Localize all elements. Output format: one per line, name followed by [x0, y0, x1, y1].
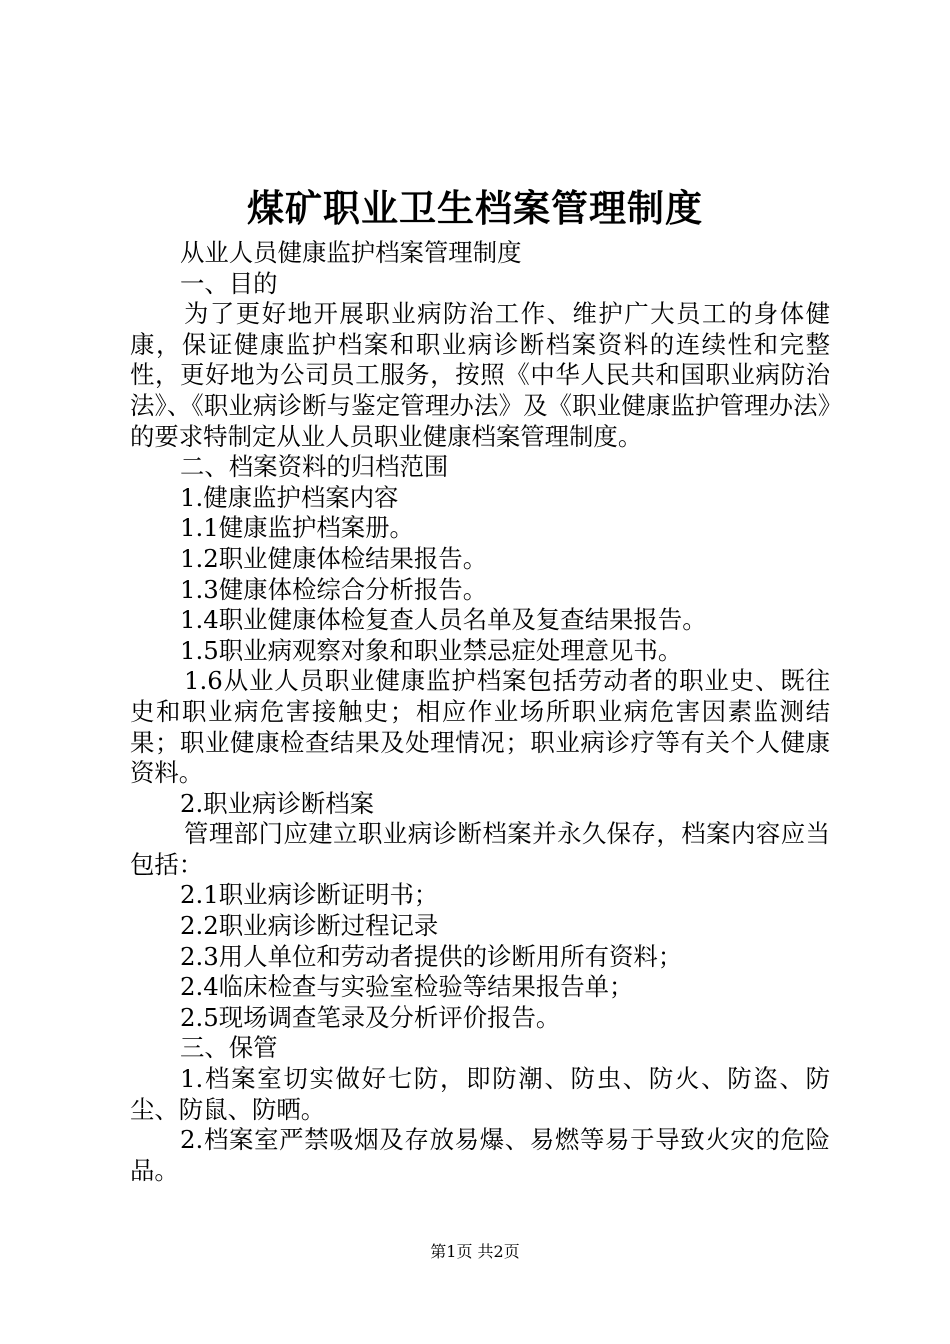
section-heading-purpose: 一、目的: [180, 268, 278, 298]
section-heading-storage: 三、保管: [180, 1033, 278, 1063]
list-item: 1.健康监护档案内容: [180, 482, 399, 512]
list-item: 2.1职业病诊断证明书；: [180, 880, 439, 910]
list-item: 2.3用人单位和劳动者提供的诊断用所有资料；: [180, 941, 683, 971]
list-item: 1.1健康监护档案册。: [180, 513, 414, 543]
list-item: 2.职业病诊断档案: [180, 788, 375, 818]
list-item: 1.档案室切实做好七防，即防潮、防虫、防火、防盗、防尘、防鼠、防晒。: [130, 1064, 830, 1124]
list-item: 2.档案室严禁吸烟及存放易爆、易燃等易于导致火灾的危险品。: [130, 1125, 830, 1185]
list-item: 2.4临床检查与实验室检验等结果报告单；: [180, 972, 634, 1002]
page-footer: 第1页 共2页: [430, 1242, 520, 1261]
list-item: 2.2职业病诊断过程记录: [180, 911, 439, 941]
document-body: [130, 238, 830, 1186]
list-item: 1.3健康体检综合分析报告。: [180, 574, 488, 604]
section-subtitle: 从业人员健康监护档案管理制度: [180, 238, 522, 267]
list-item: 1.2职业健康体检结果报告。: [180, 543, 488, 573]
list-item: 1.4职业健康体检复查人员名单及复查结果报告。: [180, 605, 707, 635]
paragraph-purpose: 为了更好地开展职业病防治工作、维护广大员工的身体健康，保证健康监护档案和职业病诊断档案资料的连续性和完整性，更好地为公司员工服务，按照《中华人民共和国职业病防治法》、《职业病诊断与鉴定管理办法》及《职业健康监护管理办法》的要求特制定从业人员职业健康档案管理制度。: [130, 299, 830, 451]
paragraph-diagnosis: 管理部门应建立职业病诊断档案并永久保存，档案内容应当包括：: [130, 819, 830, 879]
list-item: 2.5现场调查笔录及分析评价报告。: [180, 1002, 561, 1032]
list-item: 1.6从业人员职业健康监护档案包括劳动者的职业史、既往史和职业病危害接触史；相应作业场所职业病危害因素监测结果；职业健康检查结果及处理情况；职业病诊疗等有关个人健康资料。: [130, 666, 830, 788]
document-title: 煤矿职业卫生档案管理制度: [247, 186, 703, 230]
list-item: 1.5职业病观察对象和职业禁忌症处理意见书。: [180, 635, 683, 665]
section-heading-scope: 二、档案资料的归档范围: [180, 452, 449, 482]
